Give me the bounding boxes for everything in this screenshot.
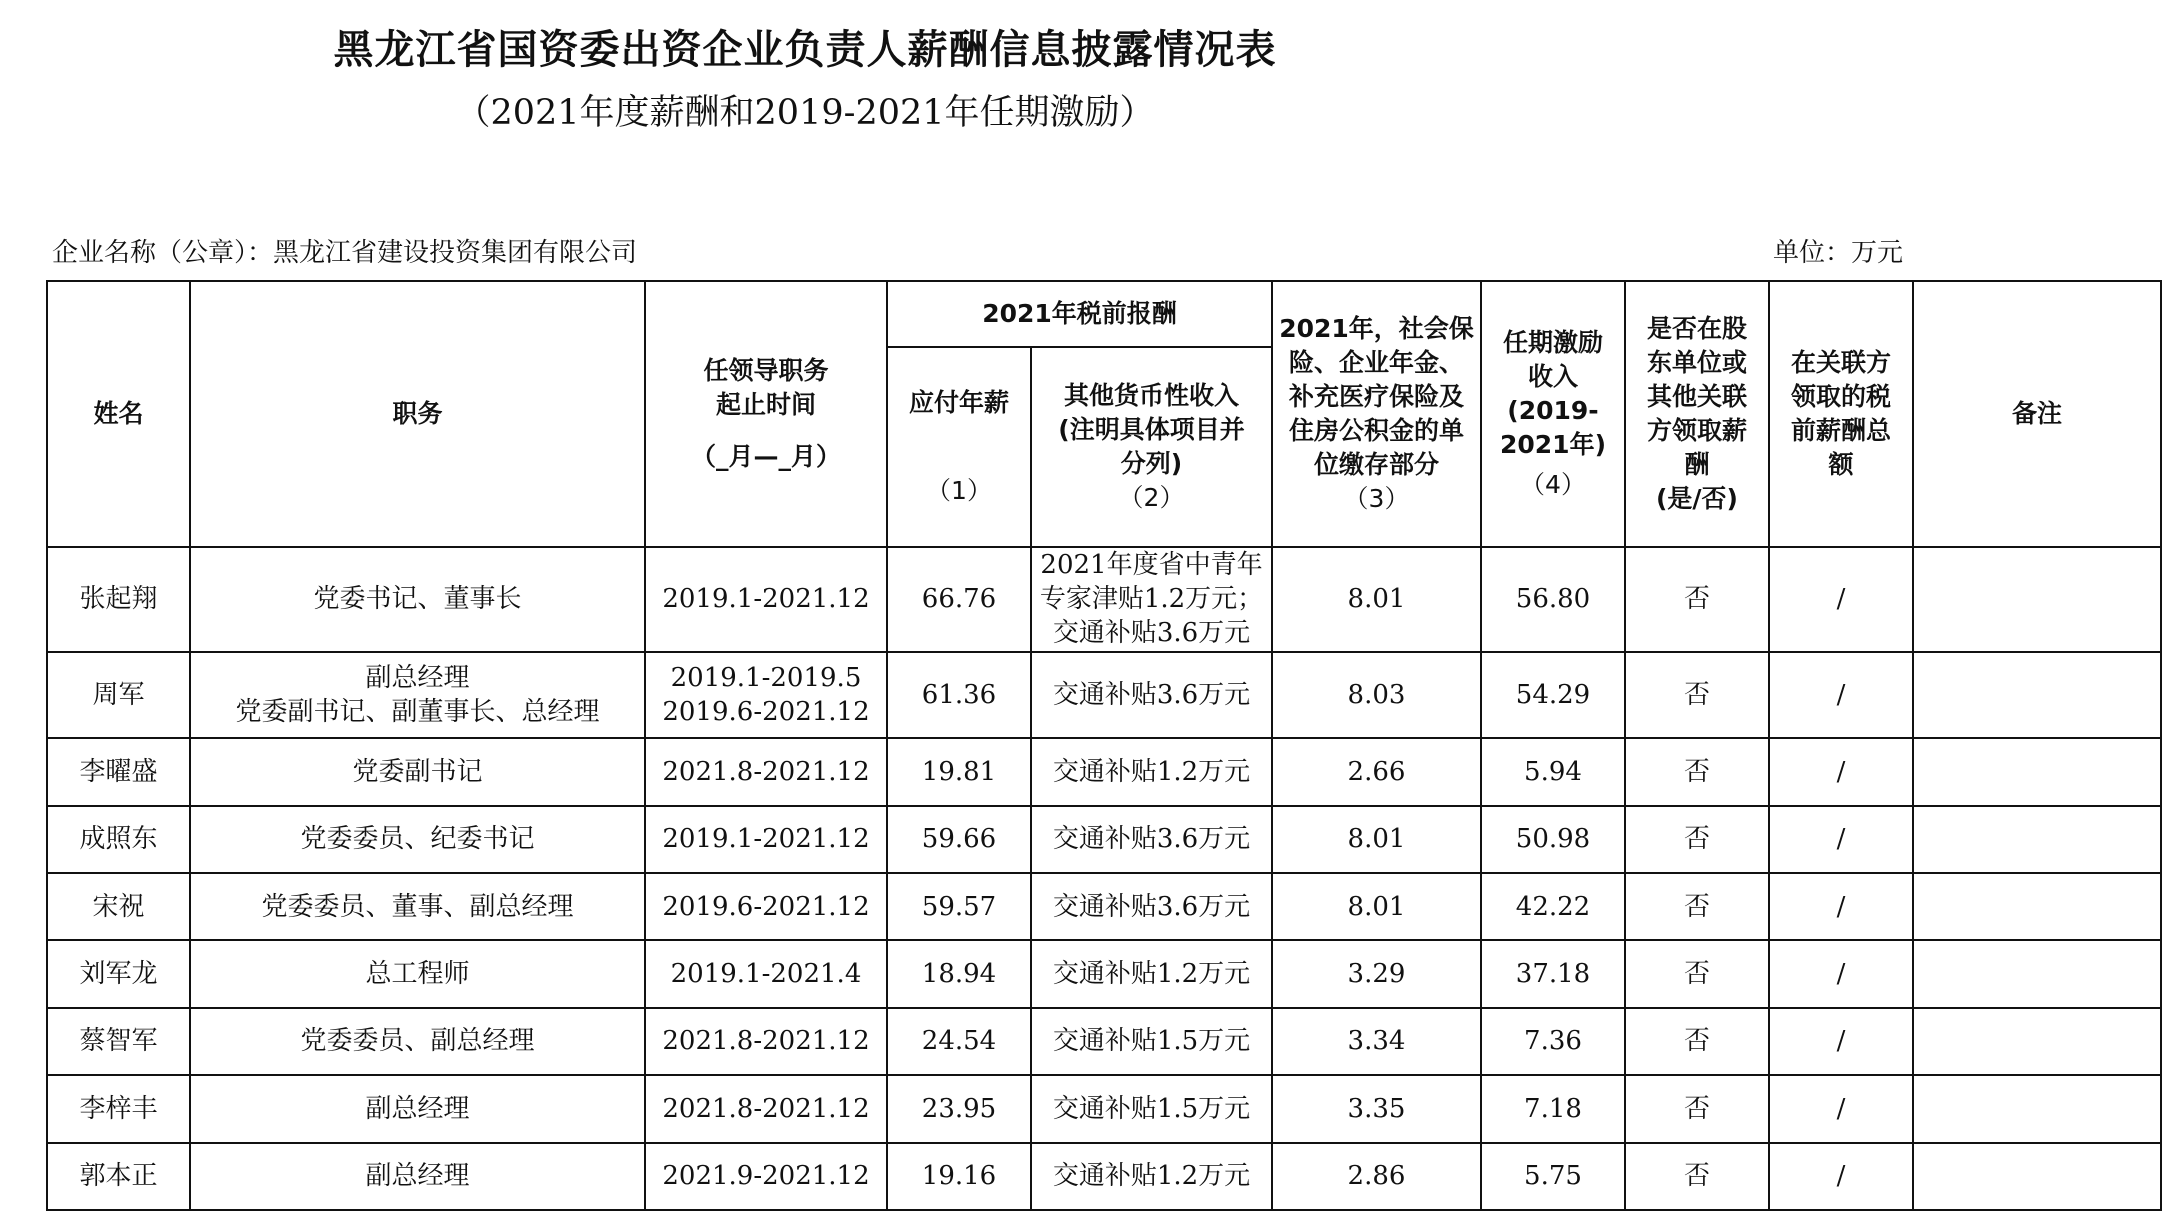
table-row [47, 738, 2161, 805]
header-shareholder-line2: 东单位或 [1646, 348, 1747, 377]
header-shareholder-line4: 方领取薪 [1646, 416, 1747, 445]
cell-related: / [1769, 738, 1913, 805]
cell-term-line: 2021.8-2021.12 [662, 756, 870, 787]
header-related-line3: 前薪酬总 [1790, 416, 1891, 445]
cell-name: 李曜盛 [47, 738, 190, 805]
cell-position-line: 党委副书记 [352, 756, 483, 787]
header-annual-salary-label: 应付年薪 [908, 388, 1009, 417]
header-other-income-line2: (注明具体项目并 [1058, 415, 1245, 444]
header-pretax-group: 2021年税前报酬 [887, 281, 1272, 347]
table-row [47, 1075, 2161, 1142]
cell-term-line: 2019.1-2021.4 [670, 959, 862, 990]
cell-annual-salary: 19.81 [887, 738, 1031, 805]
cell-incentive: 7.36 [1481, 1008, 1625, 1075]
cell-name: 张起翔 [47, 547, 190, 652]
cell-position [190, 652, 645, 739]
cell-social: 3.35 [1272, 1075, 1481, 1142]
cell-incentive: 54.29 [1481, 652, 1625, 739]
header-annual-salary [887, 347, 1031, 547]
header-related-line2: 领取的税 [1790, 382, 1891, 411]
header-social-insurance [1272, 281, 1481, 547]
header-related-line1: 在关联方 [1790, 348, 1891, 377]
header-social-line2: 险、企业年金、 [1288, 348, 1464, 377]
cell-related: / [1769, 940, 1913, 1007]
cell-name: 刘军龙 [47, 940, 190, 1007]
cell-other-income [1031, 1075, 1272, 1142]
cell-term [645, 873, 887, 940]
cell-term-line: 2019.1-2021.12 [662, 584, 870, 615]
cell-incentive: 37.18 [1481, 940, 1625, 1007]
header-social-line4: 住房公积金的单 [1288, 416, 1464, 445]
cell-term-line: 2021.9-2021.12 [662, 1161, 870, 1192]
cell-position [190, 547, 645, 652]
cell-incentive: 5.75 [1481, 1143, 1625, 1210]
cell-related: / [1769, 1143, 1913, 1210]
header-social-num: （3） [1343, 484, 1410, 513]
cell-shareholder: 否 [1625, 547, 1769, 652]
header-incentive-line1: 任期激励 [1502, 328, 1603, 357]
cell-term-line: 2019.6-2021.12 [662, 696, 870, 727]
cell-other-income [1031, 873, 1272, 940]
cell-incentive: 56.80 [1481, 547, 1625, 652]
cell-annual-salary: 18.94 [887, 940, 1031, 1007]
table-row [47, 547, 2161, 652]
table-row [47, 940, 2161, 1007]
cell-remarks [1913, 652, 2161, 739]
header-social-line3: 补充医疗保险及 [1288, 382, 1464, 411]
cell-other-income-line: 专家津贴1.2万元； [1039, 584, 1264, 615]
cell-remarks [1913, 738, 2161, 805]
header-social-line5: 位缴存部分 [1313, 450, 1439, 479]
cell-name: 郭本正 [47, 1143, 190, 1210]
cell-annual-salary: 23.95 [887, 1075, 1031, 1142]
cell-other-income-line: 交通补贴1.2万元 [1052, 959, 1251, 990]
cell-annual-salary: 61.36 [887, 652, 1031, 739]
header-shareholder [1625, 281, 1769, 547]
table-row [47, 1008, 2161, 1075]
cell-other-income [1031, 738, 1272, 805]
cell-incentive: 7.18 [1481, 1075, 1625, 1142]
cell-remarks [1913, 873, 2161, 940]
header-other-income-line1: 其他货币性收入 [1063, 381, 1239, 410]
cell-position-line: 党委书记、董事长 [313, 584, 522, 615]
cell-other-income-line: 交通补贴3.6万元 [1052, 679, 1251, 710]
cell-other-income-line: 交通补贴1.2万元 [1052, 756, 1251, 787]
cell-shareholder: 否 [1625, 806, 1769, 873]
cell-other-income [1031, 547, 1272, 652]
header-incentive-line2: 收入 [1527, 362, 1578, 391]
cell-position-line: 党委委员、纪委书记 [300, 824, 535, 855]
cell-shareholder: 否 [1625, 652, 1769, 739]
header-name: 姓名 [47, 281, 190, 547]
header-term [645, 281, 887, 547]
header-incentive-line4: 2021年) [1499, 430, 1606, 459]
header-shareholder-line6: (是/否) [1656, 484, 1738, 513]
cell-position-line: 党委副书记、副董事长、总经理 [235, 696, 600, 727]
cell-other-income-line: 交通补贴3.6万元 [1052, 891, 1251, 922]
document-subtitle: （2021年度薪酬和2019-2021年任期激励） [455, 93, 1155, 133]
header-shareholder-line5: 酬 [1684, 450, 1710, 479]
cell-other-income-line: 交通补贴3.6万元 [1052, 618, 1251, 649]
cell-related: / [1769, 806, 1913, 873]
cell-remarks [1913, 806, 2161, 873]
cell-position-line: 副总经理 [365, 1093, 470, 1124]
cell-position [190, 1143, 645, 1210]
cell-annual-salary: 59.57 [887, 873, 1031, 940]
cell-name: 蔡智军 [47, 1008, 190, 1075]
cell-term [645, 940, 887, 1007]
cell-position [190, 940, 645, 1007]
cell-position-line: 副总经理 [365, 1161, 470, 1192]
table-row [47, 1143, 2161, 1210]
cell-term [645, 652, 887, 739]
header-other-income-num: （2） [1118, 483, 1185, 512]
cell-incentive: 42.22 [1481, 873, 1625, 940]
cell-term [645, 1075, 887, 1142]
cell-related: / [1769, 1008, 1913, 1075]
cell-related: / [1769, 652, 1913, 739]
cell-term-line: 2019.1-2021.12 [662, 824, 870, 855]
cell-remarks [1913, 940, 2161, 1007]
table-row [47, 652, 2161, 739]
header-term-line1: 任领导职务 [703, 356, 829, 385]
cell-position [190, 806, 645, 873]
cell-position-line: 党委委员、副总经理 [300, 1026, 535, 1057]
header-related-party [1769, 281, 1913, 547]
cell-remarks [1913, 547, 2161, 652]
header-term-line2: 起止时间 [715, 390, 816, 419]
header-shareholder-line1: 是否在股 [1646, 314, 1747, 343]
company-name-label: 企业名称（公章）：黑龙江省建设投资集团有限公司 [52, 238, 638, 268]
cell-social: 3.34 [1272, 1008, 1481, 1075]
cell-name: 周军 [47, 652, 190, 739]
cell-other-income [1031, 652, 1272, 739]
cell-term [645, 1143, 887, 1210]
cell-other-income [1031, 806, 1272, 873]
cell-term-line: 2021.8-2021.12 [662, 1026, 870, 1057]
cell-shareholder: 否 [1625, 940, 1769, 1007]
cell-shareholder: 否 [1625, 1008, 1769, 1075]
cell-name: 李梓丰 [47, 1075, 190, 1142]
cell-social: 8.01 [1272, 547, 1481, 652]
table-row [47, 873, 2161, 940]
cell-shareholder: 否 [1625, 1075, 1769, 1142]
cell-incentive: 5.94 [1481, 738, 1625, 805]
cell-other-income [1031, 940, 1272, 1007]
cell-remarks [1913, 1075, 2161, 1142]
cell-position [190, 1075, 645, 1142]
cell-social: 8.01 [1272, 806, 1481, 873]
cell-annual-salary: 59.66 [887, 806, 1031, 873]
salary-disclosure-table [46, 280, 2162, 1211]
header-social-line1: 2021年，社会保 [1279, 314, 1474, 343]
cell-name: 成照东 [47, 806, 190, 873]
cell-annual-salary: 66.76 [887, 547, 1031, 652]
document-title: 黑龙江省国资委出资企业负责人薪酬信息披露情况表 [333, 27, 1277, 73]
cell-other-income-line: 交通补贴1.2万元 [1052, 1161, 1251, 1192]
cell-related: / [1769, 1075, 1913, 1142]
cell-term-line: 2019.1-2019.5 [670, 662, 862, 693]
cell-related: / [1769, 873, 1913, 940]
cell-other-income-line: 交通补贴3.6万元 [1052, 824, 1251, 855]
cell-social: 2.66 [1272, 738, 1481, 805]
header-annual-salary-num: （1） [926, 476, 992, 505]
cell-shareholder: 否 [1625, 1143, 1769, 1210]
cell-term [645, 738, 887, 805]
header-incentive-line3: (2019- [1507, 396, 1599, 425]
header-remarks: 备注 [1913, 281, 2161, 547]
cell-term [645, 1008, 887, 1075]
header-incentive-num: （4） [1520, 470, 1586, 499]
header-position: 职务 [190, 281, 645, 547]
cell-term [645, 547, 887, 652]
cell-social: 8.03 [1272, 652, 1481, 739]
header-shareholder-line3: 其他关联 [1646, 382, 1747, 411]
cell-annual-salary: 24.54 [887, 1008, 1031, 1075]
cell-social: 8.01 [1272, 873, 1481, 940]
cell-social: 2.86 [1272, 1143, 1481, 1210]
header-related-line4: 额 [1828, 450, 1854, 479]
cell-annual-salary: 19.16 [887, 1143, 1031, 1210]
cell-remarks [1913, 1008, 2161, 1075]
cell-shareholder: 否 [1625, 873, 1769, 940]
header-other-income-line3: 分列) [1120, 449, 1183, 478]
header-other-income [1031, 347, 1272, 547]
header-incentive [1481, 281, 1625, 547]
cell-other-income-line: 交通补贴1.5万元 [1052, 1093, 1251, 1124]
cell-other-income [1031, 1143, 1272, 1210]
cell-position [190, 1008, 645, 1075]
cell-term-line: 2019.6-2021.12 [662, 891, 870, 922]
cell-position-line: 总工程师 [365, 959, 470, 990]
table-row [47, 806, 2161, 873]
cell-other-income [1031, 1008, 1272, 1075]
cell-remarks [1913, 1143, 2161, 1210]
cell-incentive: 50.98 [1481, 806, 1625, 873]
cell-other-income-line: 交通补贴1.5万元 [1052, 1026, 1251, 1057]
cell-related: / [1769, 547, 1913, 652]
cell-position-line: 党委委员、董事、副总经理 [261, 891, 574, 922]
cell-social: 3.29 [1272, 940, 1481, 1007]
cell-name: 宋祝 [47, 873, 190, 940]
header-term-line3: （_月—_月） [690, 442, 841, 471]
cell-position [190, 738, 645, 805]
cell-other-income-line: 2021年度省中青年 [1040, 550, 1263, 581]
cell-term [645, 806, 887, 873]
cell-term-line: 2021.8-2021.12 [662, 1093, 870, 1124]
cell-shareholder: 否 [1625, 738, 1769, 805]
unit-label: 单位：万元 [1773, 238, 1904, 268]
cell-position [190, 873, 645, 940]
cell-position-line: 副总经理 [365, 662, 470, 693]
